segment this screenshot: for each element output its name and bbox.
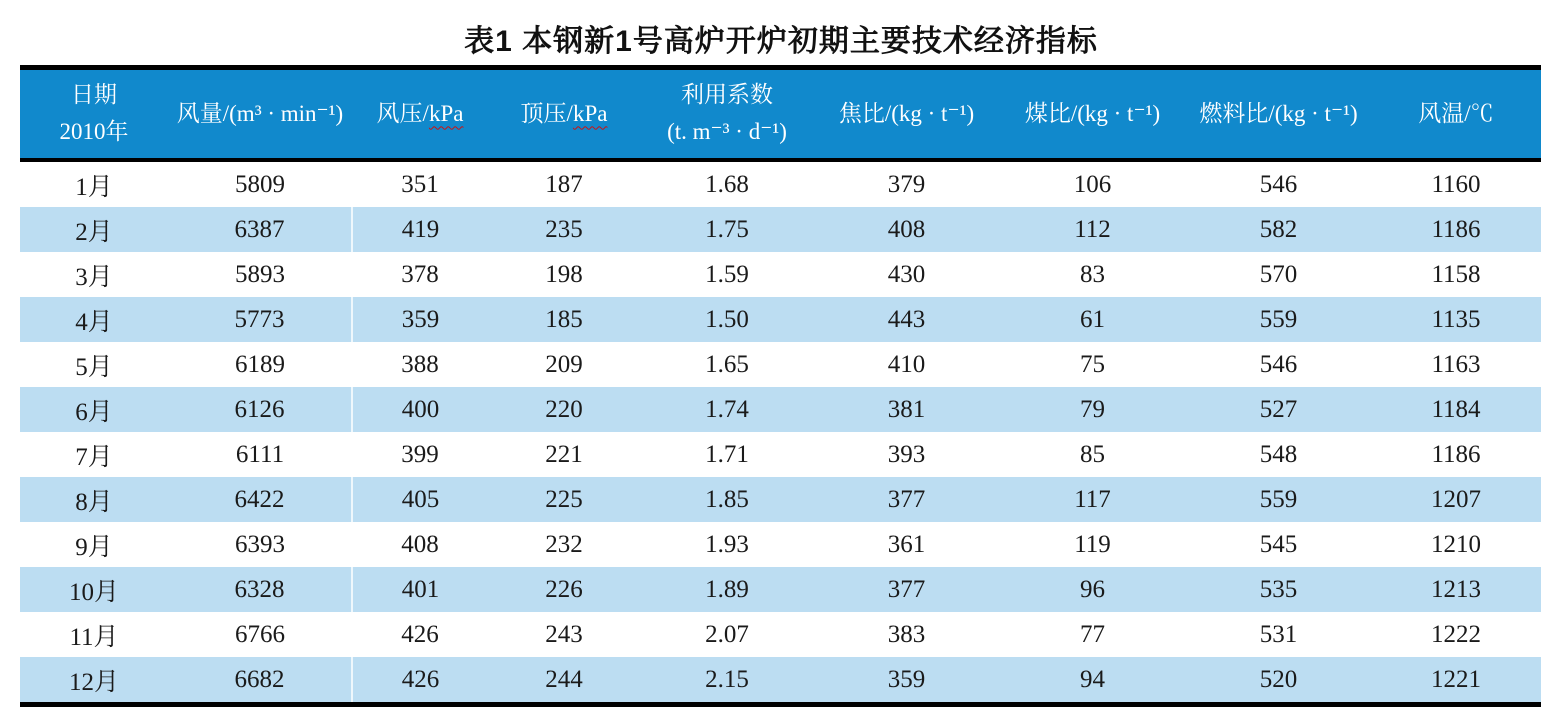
month-cell: 3月	[75, 263, 113, 291]
value-cell: 359	[401, 305, 440, 333]
value-cell: 112	[1074, 215, 1111, 243]
value-cell: 119	[1074, 530, 1111, 558]
value-cell: 5809	[235, 170, 285, 198]
value-cell: 6766	[235, 620, 285, 648]
value-cell: 1163	[1431, 350, 1481, 378]
value-cell: 61	[1080, 305, 1105, 333]
value-cell: 531	[1259, 620, 1298, 648]
value-cell: 185	[545, 305, 583, 333]
value-cell: 1.74	[705, 395, 749, 423]
value-cell: 377	[887, 575, 926, 603]
table-row	[20, 387, 1541, 432]
col-header-blast-pressure	[352, 68, 488, 161]
value-cell: 559	[1259, 305, 1298, 333]
table-row	[20, 207, 1541, 252]
value-cell: 377	[887, 485, 926, 513]
value-cell: 1213	[1431, 575, 1481, 603]
table-row	[20, 612, 1541, 657]
table-row	[20, 432, 1541, 477]
value-cell: 235	[545, 215, 583, 243]
value-cell: 535	[1259, 575, 1298, 603]
value-cell: 83	[1080, 260, 1105, 288]
table-row	[20, 522, 1541, 567]
value-cell: 6328	[168, 567, 352, 612]
top-pressure-unit: kPa	[572, 101, 608, 127]
table-row	[20, 342, 1541, 387]
month-cell: 12月	[68, 668, 119, 696]
table-row	[20, 657, 1541, 705]
value-cell: 85	[1080, 440, 1105, 468]
date-label: 日期	[71, 82, 117, 108]
value-cell: 209	[545, 350, 583, 378]
value-cell: 378	[401, 260, 439, 288]
value-cell: 1135	[1431, 305, 1481, 333]
blast-pressure-unit: kPa	[428, 101, 464, 127]
value-cell: 6126	[168, 387, 352, 432]
month-cell: 1月	[75, 173, 113, 201]
col-header-top-pressure	[488, 68, 640, 161]
table-caption: 表1 本钢新1号高炉开炉初期主要技术经济指标	[464, 25, 1098, 58]
value-cell: 1210	[1431, 530, 1481, 558]
value-cell: 1207	[1431, 485, 1481, 513]
value-cell: 400	[401, 395, 440, 423]
value-cell: 405	[401, 485, 440, 513]
value-cell: 198	[545, 260, 583, 288]
date-year: 2010年	[59, 119, 129, 144]
value-cell: 1.71	[705, 440, 749, 468]
value-cell: 77	[1080, 620, 1105, 648]
blast-pressure-prefix: 风压/	[376, 101, 429, 127]
month-cell: 8月	[75, 488, 113, 516]
value-cell: 426	[401, 620, 439, 648]
month-cell: 11月	[69, 623, 119, 651]
value-cell: 75	[1080, 350, 1105, 378]
table-row	[20, 567, 1541, 612]
value-cell: 221	[545, 440, 583, 468]
col-header-coal-ratio: 煤比/(kg · t⁻¹)	[999, 68, 1186, 161]
table-header	[20, 68, 1541, 161]
value-cell: 244	[545, 665, 583, 693]
col-header-date	[20, 68, 168, 161]
utilization-unit: (t. m⁻³ · d⁻¹)	[667, 119, 787, 144]
value-cell: 1.89	[705, 575, 749, 603]
value-cell: 1158	[1431, 260, 1481, 288]
value-cell: 1.68	[705, 170, 749, 198]
col-header-coke-ratio: 焦比/(kg · t⁻¹)	[814, 68, 999, 161]
month-cell: 10月	[68, 578, 119, 606]
value-cell: 1160	[1431, 170, 1481, 198]
month-cell: 2月	[75, 218, 113, 246]
value-cell: 220	[545, 395, 583, 423]
value-cell: 430	[887, 260, 926, 288]
value-cell: 548	[1259, 440, 1298, 468]
value-cell: 408	[887, 215, 926, 243]
value-cell: 351	[401, 170, 439, 198]
table-row	[20, 252, 1541, 297]
month-cell: 9月	[75, 533, 113, 561]
col-header-utilization	[640, 68, 814, 161]
value-cell: 6682	[168, 657, 352, 705]
value-cell: 443	[887, 305, 926, 333]
month-cell: 5月	[75, 353, 113, 381]
value-cell: 96	[1080, 575, 1105, 603]
table-row	[20, 297, 1541, 342]
utilization-label: 利用系数	[681, 82, 773, 108]
value-cell: 393	[887, 440, 926, 468]
col-header-date-text	[60, 77, 129, 151]
value-cell: 582	[1259, 215, 1298, 243]
value-cell: 359	[887, 665, 926, 693]
value-cell: 6393	[235, 530, 285, 558]
table-row	[20, 477, 1541, 522]
value-cell: 570	[1259, 260, 1298, 288]
top-pressure-prefix: 顶压/	[520, 101, 573, 127]
col-header-blast-temp: 风温/℃	[1371, 68, 1541, 161]
value-cell: 1184	[1431, 395, 1481, 423]
value-cell: 399	[401, 440, 439, 468]
value-cell: 6422	[168, 477, 352, 522]
value-cell: 1186	[1431, 440, 1481, 468]
table-row	[20, 160, 1541, 207]
value-cell: 2.15	[705, 665, 749, 693]
value-cell: 106	[1073, 170, 1112, 198]
value-cell: 1.59	[705, 260, 749, 288]
value-cell: 1.93	[705, 530, 749, 558]
value-cell: 419	[401, 215, 440, 243]
value-cell: 559	[1259, 485, 1298, 513]
value-cell: 94	[1080, 665, 1105, 693]
col-header-utilization-text	[667, 77, 787, 151]
table-body	[20, 160, 1541, 705]
value-cell: 5893	[235, 260, 285, 288]
indicators-table	[20, 65, 1541, 707]
value-cell: 117	[1074, 485, 1111, 513]
value-cell: 408	[401, 530, 439, 558]
value-cell: 410	[887, 350, 926, 378]
value-cell: 1221	[1431, 665, 1481, 693]
header-row	[20, 68, 1541, 161]
value-cell: 2.07	[705, 620, 749, 648]
value-cell: 383	[887, 620, 926, 648]
value-cell: 1.75	[705, 215, 749, 243]
value-cell: 1.85	[705, 485, 749, 513]
value-cell: 1186	[1431, 215, 1481, 243]
value-cell: 5773	[168, 297, 352, 342]
value-cell: 187	[545, 170, 583, 198]
value-cell: 361	[887, 530, 926, 558]
value-cell: 6387	[168, 207, 352, 252]
month-cell: 6月	[75, 398, 113, 426]
col-header-blast-volume: 风量/(m³ · min⁻¹)	[168, 68, 352, 161]
value-cell: 379	[887, 170, 926, 198]
value-cell: 426	[401, 665, 440, 693]
value-cell: 545	[1259, 530, 1298, 558]
month-cell: 4月	[75, 308, 113, 336]
value-cell: 1.65	[705, 350, 749, 378]
month-cell: 7月	[75, 443, 113, 471]
value-cell: 381	[887, 395, 926, 423]
value-cell: 226	[545, 575, 583, 603]
value-cell: 243	[545, 620, 583, 648]
value-cell: 388	[401, 350, 439, 378]
col-header-fuel-ratio: 燃料比/(kg · t⁻¹)	[1186, 68, 1371, 161]
value-cell: 6111	[235, 440, 285, 468]
value-cell: 232	[545, 530, 583, 558]
value-cell: 527	[1259, 395, 1298, 423]
value-cell: 401	[401, 575, 440, 603]
value-cell: 520	[1259, 665, 1298, 693]
value-cell: 1222	[1431, 620, 1481, 648]
value-cell: 79	[1080, 395, 1105, 423]
value-cell: 546	[1259, 170, 1298, 198]
value-cell: 6189	[235, 350, 285, 378]
value-cell: 1.50	[705, 305, 749, 333]
value-cell: 225	[545, 485, 583, 513]
value-cell: 546	[1259, 350, 1298, 378]
